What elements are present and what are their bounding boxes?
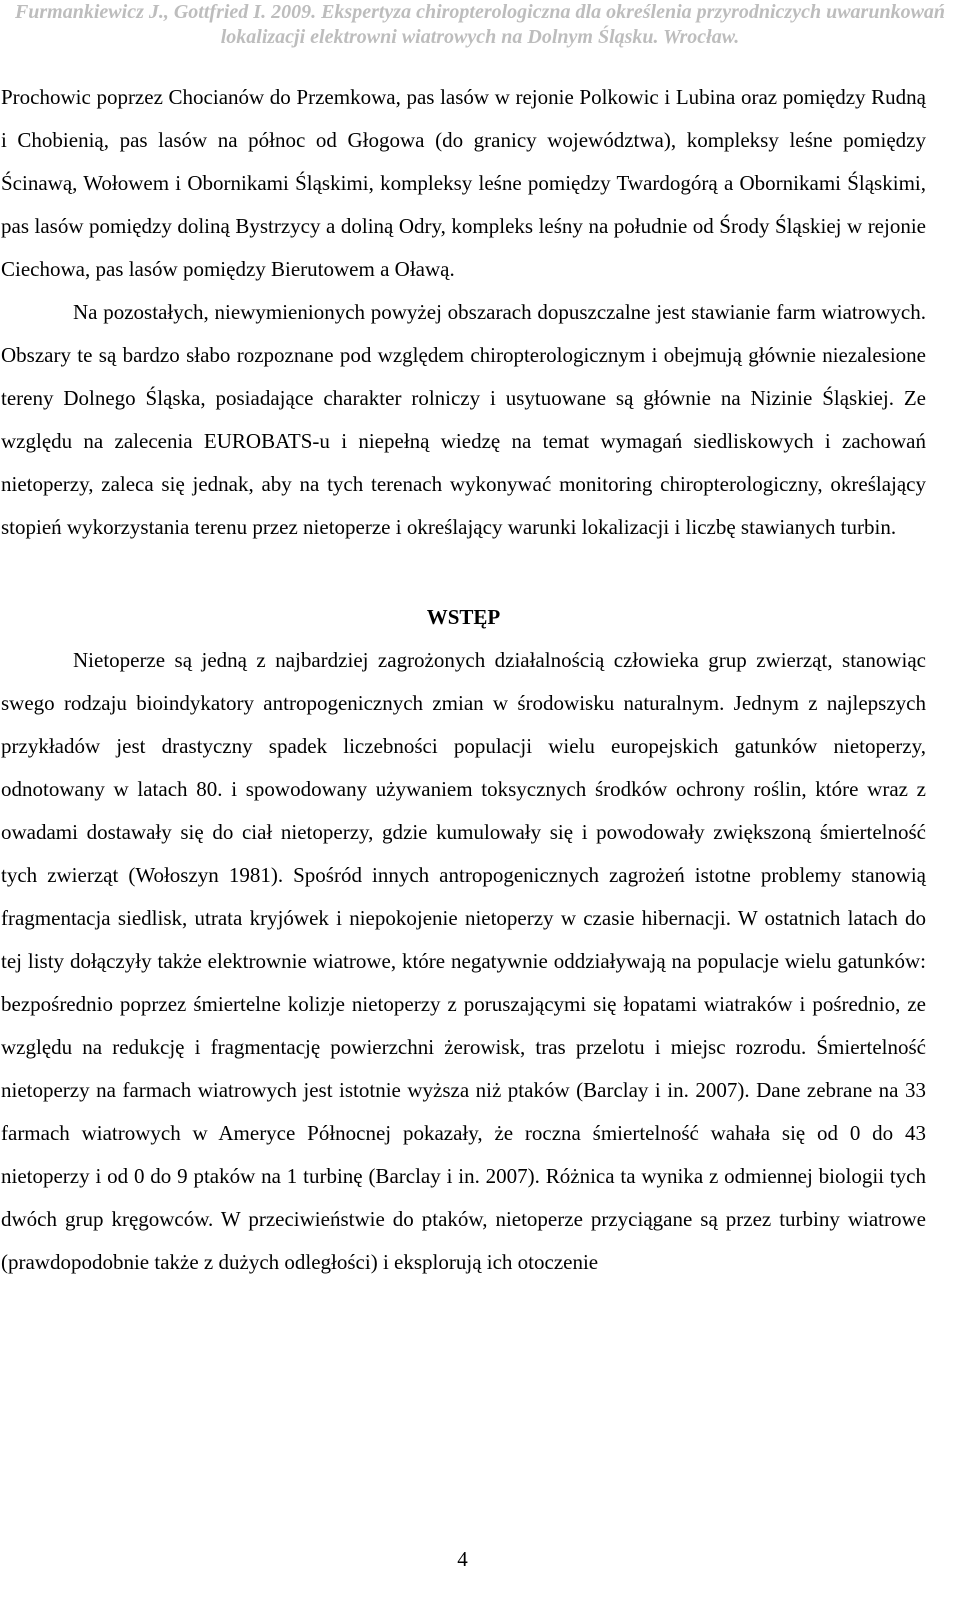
page-number: 4 — [457, 1547, 468, 1571]
section-title: WSTĘP — [426, 605, 501, 629]
paragraph-wind-farms: Na pozostałych, niewymienionych powyżej obszarach dopuszczalne jest stawianie farm wiatrowych. Obszary te są bardzo słabo rozpoznane pod względem chiropterologicznym i obejmują głównie niezalesione tereny Dolnego Śląska, posiadające charakter rolniczy i usytuowane są głównie na Nizinie Śląskiej. Ze względu na zalecenia EUROBATS-u i niepełną wiedzę na temat wymagań siedliskowych i zachowań nietoperzy, zaleca się jednak, aby na tych terenach wykonywać monitoring chiropterologiczny, określający stopień wykorzystania terenu przez nietoperze i określający warunki lokalizacji i liczbę stawianych turbin. — [1, 300, 926, 539]
running-header-line-2: lokalizacji elektrowni wiatrowych na Dolnym Śląsku. Wrocław. — [220, 26, 740, 48]
paragraph-introduction: Nietoperze są jedną z najbardziej zagrożonych działalnością człowieka grup zwierząt, stanowiąc swego rodzaju bioindykatory antropogenicznych zmian w środowisku naturalnym. Jednym z najlepszych przykładów jest drastyczny spadek liczebności populacji wielu europejskich gatunków nietoperzy, odnotowany w latach 80. i spowodowany używaniem toksycznych środków ochrony roślin, które wraz z owadami dostawały się do ciał nietoperzy, gdzie kumulowały się i powodowały zwiększoną śmiertelność tych zwierząt (Wołoszyn 1981). Spośród innych antropogenicznych zagrożeń istotne problemy stanowią fragmentacja siedlisk, utrata kryjówek i niepokojenie nietoperzy w czasie hibernacji. W ostatnich latach do tej listy dołączyły także elektrownie wiatrowe, które negatywnie oddziaływają na populacje wielu gatunków: bezpośrednio poprzez śmiertelne kolizje nietoperzy z poruszającymi się łopatami wiatraków i pośrednio, ze względu na redukcję i fragmentację powierzchni żerowisk, tras przelotu i miejsc rozrodu. Śmiertelność nietoperzy na farmach wiatrowych jest istotnie wyższa niż ptaków (Barclay i in. 2007). Dane zebrane na 33 farmach wiatrowych w Ameryce Północnej pokazały, że roczna śmiertelność wahała się od 0 do 43 nietoperzy i od 0 do 9 ptaków na 1 turbinę (Barclay i in. 2007). Różnica ta wynika z odmiennej biologii tych dwóch grup kręgowców. W przeciwieństwie do ptaków, nietoperze przyciągane są przez turbiny wiatrowe (prawdopodobnie także z dużych odległości) i eksplorują ich otoczenie — [1, 648, 926, 1274]
running-header — [0, 0, 960, 50]
paragraph-continued: Prochowic poprzez Chocianów do Przemkowa, pas lasów w rejonie Polkowic i Lubina oraz pomiędzy Rudną i Chobienią, pas lasów na północ od Głogowa (do granicy województwa), kompleksy leśne pomiędzy Ścinawą, Wołowem i Obornikami Śląskimi, kompleksy leśne pomiędzy Twardogórą a Obornikami Śląskimi, pas lasów pomiędzy doliną Bystrzycy a doliną Odry, kompleks leśny na południe od Środy Śląskiej w rejonie Ciechowa, pas lasów pomiędzy Bierutowem a Oławą. — [1, 85, 926, 281]
page-body — [1, 76, 926, 1284]
running-header-line-1: Furmankiewicz J., Gottfried I. 2009. Ekspertyza chiropterologiczna dla określenia przyrodniczych uwarunkowań — [14, 1, 946, 23]
